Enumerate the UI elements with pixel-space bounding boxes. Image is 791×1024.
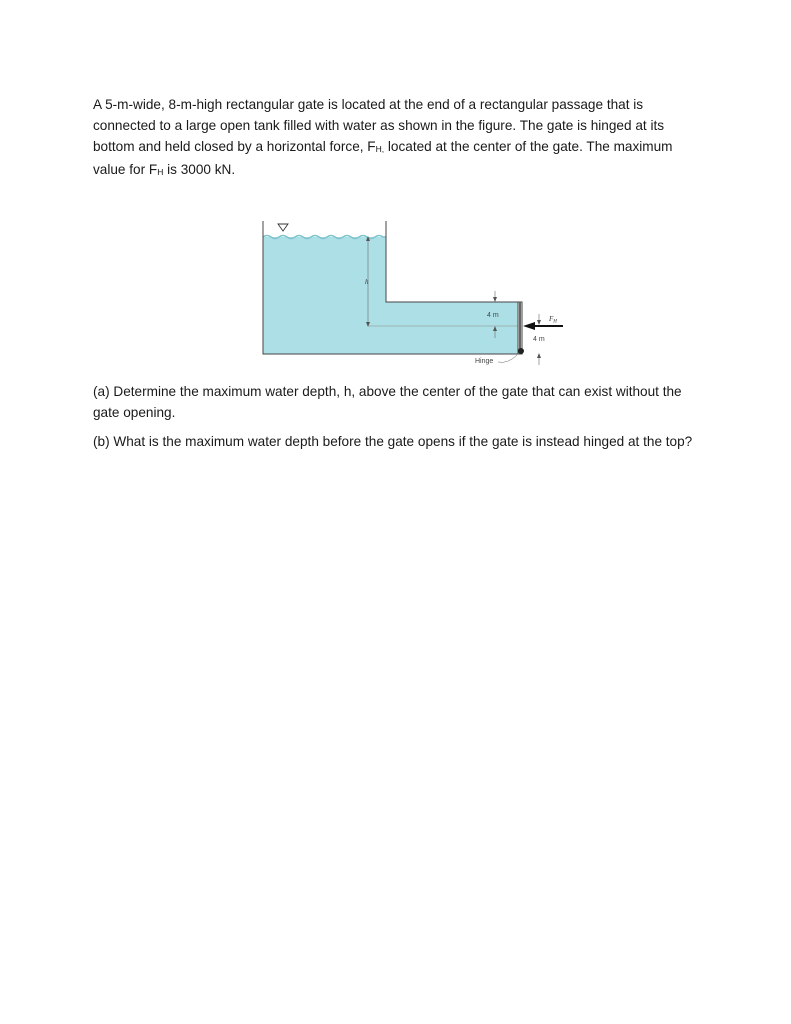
hinge [518,348,524,354]
force-subscript-2: H [157,167,164,177]
hinge-label: Hinge [475,358,494,365]
problem-text-2: located at the center of the gate. The maximum value for F [93,139,673,177]
lower-dimension-label: 4 m [533,336,545,343]
depth-label: h [365,278,369,286]
problem-text-3: is 3000 kN. [163,162,236,177]
problem-text-1: A 5-m-wide, 8-m-high rectangular gate is located at the end of a rectangular passage that is connected to a large open tank filled with water as shown in the figure. The gate is hinged at its bottom and held closed by a horizontal force, F [93,97,665,154]
question-a: (a) Determine the maximum water depth, h, above the center of the gate that can exist without the gate opening. [93,384,682,420]
force-label: $F_H$ [549,315,557,325]
force-subscript-1: H, [375,144,385,154]
problem-statement [93,94,705,182]
question-b: (b) What is the maximum water depth before the gate opens if the gate is instead hinged at the top? [93,434,693,449]
tank-gate-figure [255,213,585,403]
upper-dimension-label: 4 m [487,312,499,319]
water-region [263,237,518,354]
free-surface-marker [278,224,288,231]
